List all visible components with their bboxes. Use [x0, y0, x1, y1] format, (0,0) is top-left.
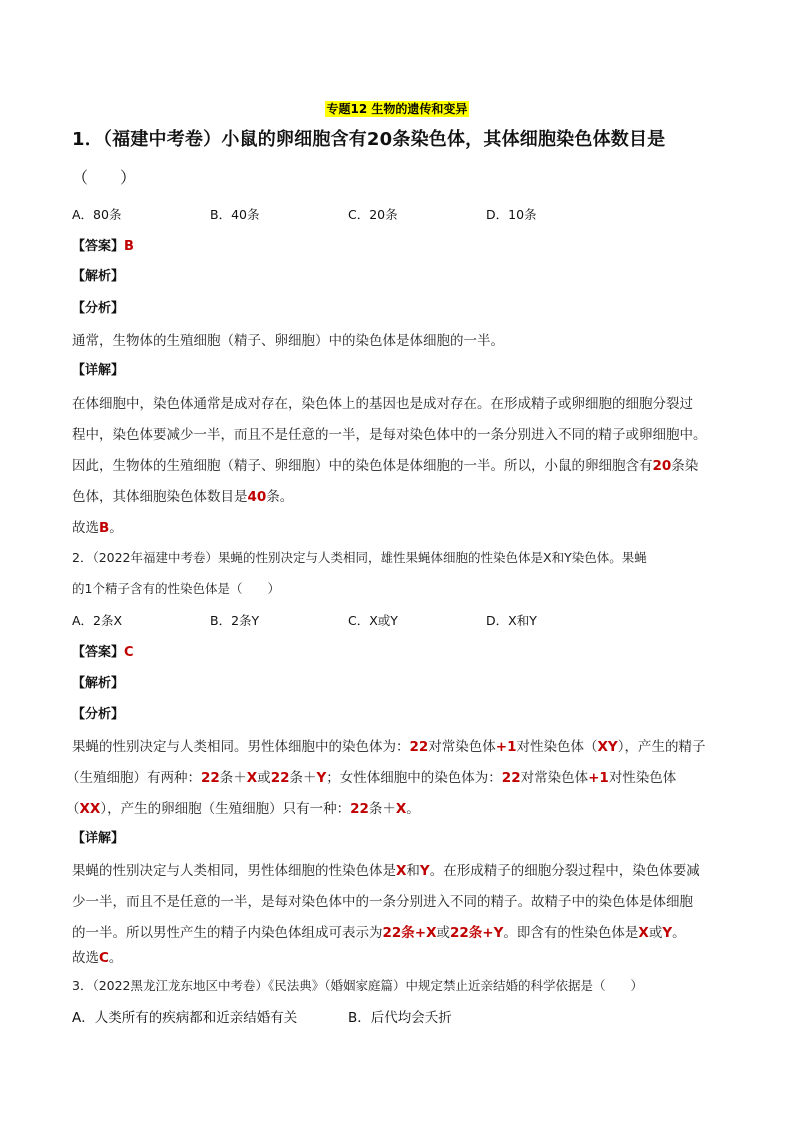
highlight: C: [99, 950, 109, 966]
text-run: ），产生的精子: [617, 739, 706, 755]
q1-answer: [72, 238, 134, 256]
text-run: 和: [406, 863, 420, 879]
highlight: +1: [495, 739, 517, 755]
q2-detail-tag: 【详解】: [72, 831, 125, 846]
text-run: 或: [648, 925, 663, 941]
highlight: 40: [247, 489, 267, 505]
answer-tag: 【答案】: [72, 239, 125, 254]
q1-fenxi-tag: 【分析】: [72, 301, 125, 316]
text-run: 对常染色体: [428, 739, 496, 755]
q1-fenxi-text: 通常，生物体的生殖细胞（精子、卵细胞）中的染色体是体细胞的一半。: [72, 333, 504, 349]
q2-conclusion: [72, 948, 122, 968]
text-run: 对性染色体: [608, 770, 677, 786]
text-run: 故选: [72, 520, 99, 536]
text-run: 或: [436, 925, 451, 941]
highlight: 22: [350, 801, 369, 817]
q2-option-b: B．2条Y: [210, 613, 260, 628]
q1-option-b: B．40条: [210, 207, 260, 222]
text-run: 条染: [671, 458, 699, 474]
text-run: 或: [257, 770, 271, 786]
text-run: ），产生的卵细胞（生殖细胞）只有一种：: [100, 801, 351, 817]
q1-stem-line1: 1．（福建中考卷）小鼠的卵细胞含有20条染色体，其体细胞染色体数目是: [72, 129, 666, 150]
q2-detail-line2: 少一半，而且不是任意的一半，是每对染色体中的一条分别进入不同的精子。故精子中的染色体是体细胞: [72, 894, 693, 910]
highlight: 20: [652, 458, 672, 474]
text-run: 的一半。所以男性产生的精子内染色体组成可表示为: [72, 925, 383, 941]
q2-fenxi-line3: [66, 799, 420, 819]
highlight: 22条+Y: [450, 925, 504, 941]
answer-value: C: [124, 645, 134, 660]
highlight: X: [395, 801, 407, 817]
highlight: 22条+X: [382, 925, 437, 941]
highlight: Y: [662, 925, 673, 941]
text-run: 。: [109, 520, 123, 536]
text-run: 条＋: [368, 801, 396, 817]
q2-detail-line1: [72, 861, 700, 881]
q2-analysis-tag: 【解析】: [72, 676, 125, 691]
highlight: XX: [79, 801, 101, 817]
q1-analysis-tag: 【解析】: [72, 269, 125, 284]
highlight: Y: [419, 863, 430, 879]
q1-detail-line1: 在体细胞中，染色体通常是成对存在，染色体上的基因也是成对存在。在形成精子或卵细胞的细胞分裂过: [72, 396, 693, 412]
q3-option-a: A．人类所有的疾病都和近亲结婚有关: [72, 1010, 298, 1026]
text-run: 果蝇的性别决定与人类相同。男性体细胞中的染色体为：: [72, 739, 410, 755]
text-run: 。: [108, 950, 123, 966]
text-run: 条。: [266, 489, 294, 505]
highlight: X: [246, 770, 258, 786]
q2-stem-line2: 的1个精子含有的性染色体是（ ）: [72, 581, 280, 596]
q1-detail-line2: 程中，染色体要减少一半，而且不是任意的一半，是每对染色体中的一条分别进入不同的精子或卵细胞中。: [72, 427, 707, 443]
q1-stem-line2: （ ）: [72, 168, 137, 187]
text-run: 因此，生物体的生殖细胞（精子、卵细胞）中的染色体是体细胞的一半。所以，小鼠的卵细胞含有: [72, 458, 653, 474]
text-run: 故选: [72, 950, 99, 966]
title-container: [0, 98, 794, 117]
q1-option-c: C．20条: [348, 207, 398, 222]
q2-detail-line3: [72, 923, 686, 943]
text-run: （: [66, 801, 80, 817]
q1-detail-line3: [72, 456, 698, 476]
q2-fenxi-line2: [66, 768, 676, 788]
text-run: 。: [672, 925, 686, 941]
highlight: Y: [316, 770, 327, 786]
text-run: 。即含有的性染色体是: [503, 925, 639, 941]
q2-option-c: C．X或Y: [348, 613, 398, 628]
q2-fenxi-line1: [72, 737, 705, 757]
highlight: 22: [409, 739, 429, 755]
text-run: 对性染色体（: [516, 739, 598, 755]
q1-option-a: A．80条: [72, 207, 122, 222]
highlight: 22: [270, 770, 290, 786]
q1-detail-line4: [72, 487, 293, 507]
q1-conclusion: [72, 518, 123, 538]
page-title: 专题12 生物的遗传和变异: [326, 102, 468, 116]
q2-option-a: A．2条X: [72, 613, 123, 628]
text-run: 条＋: [289, 770, 317, 786]
text-run: 。: [406, 801, 420, 817]
q3-option-b: B．后代均会夭折: [348, 1010, 452, 1026]
q1-option-d: D．10条: [486, 207, 537, 222]
q2-answer: [72, 644, 134, 662]
text-run: （生殖细胞）有两种：: [66, 770, 201, 786]
q2-option-d: D．X和Y: [486, 613, 537, 628]
highlight: X: [396, 863, 407, 879]
q2-stem-line1: 2．（2022年福建中考卷）果蝇的性别决定与人类相同，雄性果蝇体细胞的性染色体是X和Y染色体。果蝇: [72, 550, 647, 565]
text-run: 果蝇的性别决定与人类相同，男性体细胞的性染色体是: [72, 863, 396, 879]
highlight: B: [99, 520, 110, 536]
answer-tag: 【答案】: [72, 645, 125, 660]
highlight: X: [638, 925, 649, 941]
text-run: 条＋: [219, 770, 247, 786]
answer-value: B: [124, 239, 134, 254]
q2-fenxi-tag: 【分析】: [72, 707, 125, 722]
highlight: 22: [201, 770, 220, 786]
highlight: XY: [597, 739, 618, 755]
text-run: 对常染色体: [520, 770, 589, 786]
text-run: ；女性体细胞中的染色体为：: [326, 770, 502, 786]
q3-stem: 3．（2022黑龙江龙东地区中考卷）《民法典》（婚姻家庭篇）中规定禁止近亲结婚的科学依据是（ ）: [72, 978, 644, 993]
text-run: 色体，其体细胞染色体数目是: [72, 489, 248, 505]
highlight: +1: [588, 770, 609, 786]
highlight: 22: [501, 770, 521, 786]
text-run: 。在形成精子的细胞分裂过程中，染色体要减: [429, 863, 700, 879]
q1-detail-tag: 【详解】: [72, 363, 125, 378]
